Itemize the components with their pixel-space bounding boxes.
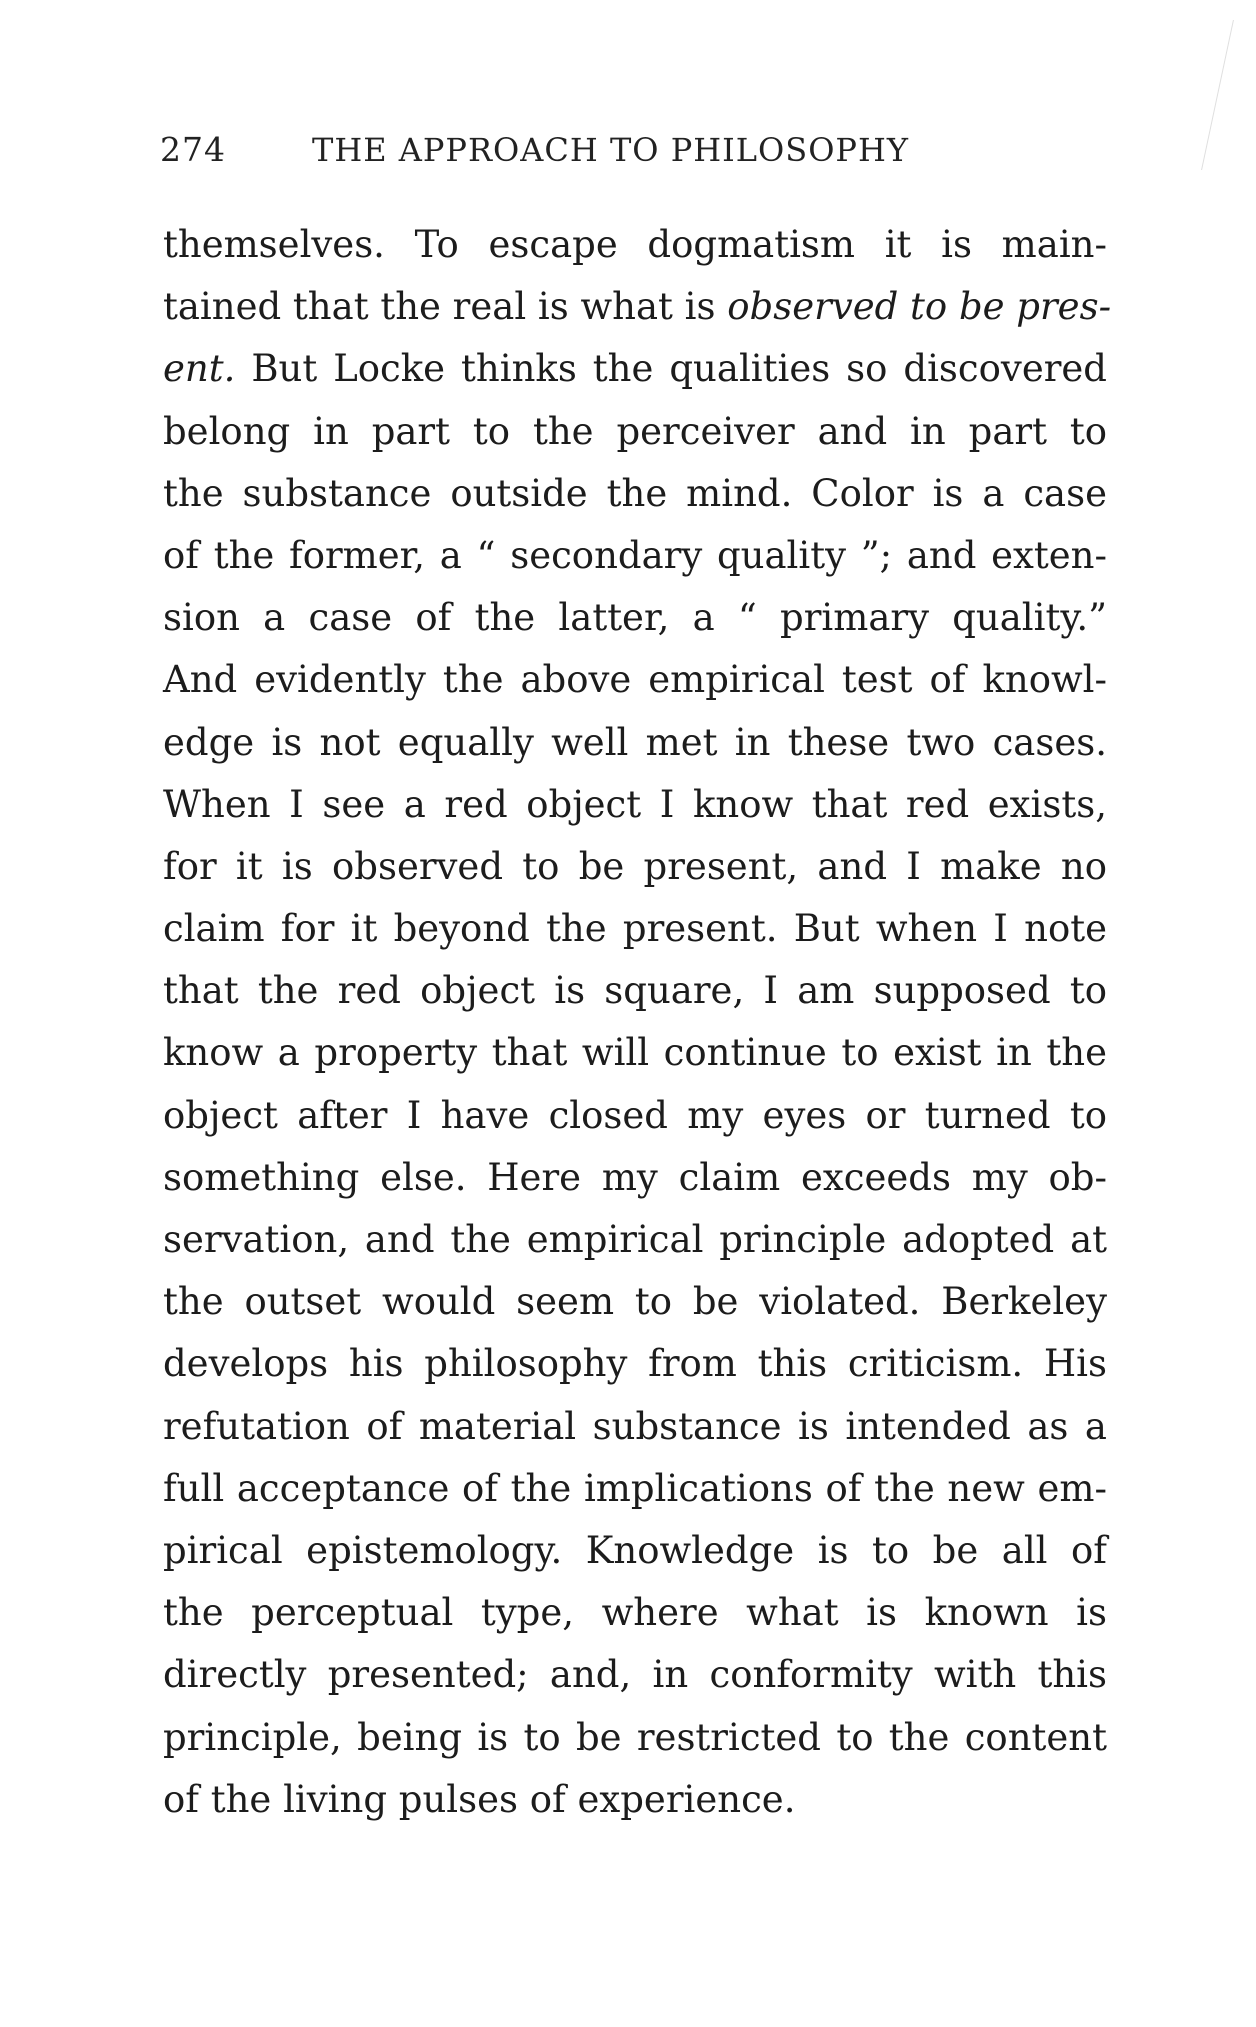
margin-pencil-mark (1201, 20, 1256, 170)
text-line: directly presented; and, in conformity with this (163, 1653, 1107, 1697)
text-line: full acceptance of the implications of the new em- (163, 1466, 1107, 1510)
text-line: the substance outside the mind. Color is a case (163, 471, 1107, 515)
text-line: And evidently the above empirical test of knowl- (163, 658, 1107, 702)
text-segment: But Locke thinks the qualities so discovered (235, 347, 1107, 391)
text-line: develops his philosophy from this criticism. His (163, 1342, 1107, 1386)
text-line: When I see a red object I know that red exists, (163, 782, 1107, 826)
text-line: principle, being is to be restricted to the content (163, 1715, 1107, 1759)
text-line: pirical epistemology. Knowledge is to be all of (163, 1528, 1107, 1572)
text-line: claim for it beyond the present. But when I note (163, 907, 1107, 951)
text-line: belong in part to the perceiver and in part to (163, 409, 1107, 453)
running-title: THE APPROACH TO PHILOSOPHY (312, 131, 909, 169)
text-segment: tained that the real is what is (163, 285, 728, 329)
text-line: themselves. To escape dogmatism it is main- (163, 223, 1107, 266)
text-line: the perceptual type, where what is known is (163, 1591, 1107, 1635)
text-line: of the living pulses of experience. (163, 1777, 796, 1821)
text-line: the outset would seem to be violated. Berkeley (163, 1280, 1107, 1324)
text-line: sion a case of the latter, a “ primary quality.” (163, 596, 1107, 640)
text-line: something else. Here my claim exceeds my ob- (163, 1155, 1107, 1199)
text-line: edge is not equally well met in these two cases. (163, 720, 1107, 764)
text-line: of the former, a “ secondary quality ”; and exten- (163, 533, 1107, 577)
text-line: know a property that will continue to exist in the (163, 1031, 1107, 1075)
text-line: that the red object is square, I am supposed to (163, 969, 1107, 1013)
text-line (163, 276, 1112, 338)
text-line: for it is observed to be present, and I make no (163, 844, 1107, 888)
running-head (160, 128, 950, 172)
text-line: object after I have closed my eyes or turned to (163, 1093, 1107, 1137)
italic-text-segment: ent. (163, 347, 236, 391)
page-number: 274 (160, 130, 226, 169)
text-line (163, 338, 1107, 400)
text-line: servation, and the empirical principle adopted at (163, 1218, 1107, 1261)
body-text (163, 214, 1112, 1831)
italic-text-segment: observed to be pres- (727, 285, 1112, 329)
text-line: refutation of material substance is intended as a (163, 1404, 1107, 1448)
